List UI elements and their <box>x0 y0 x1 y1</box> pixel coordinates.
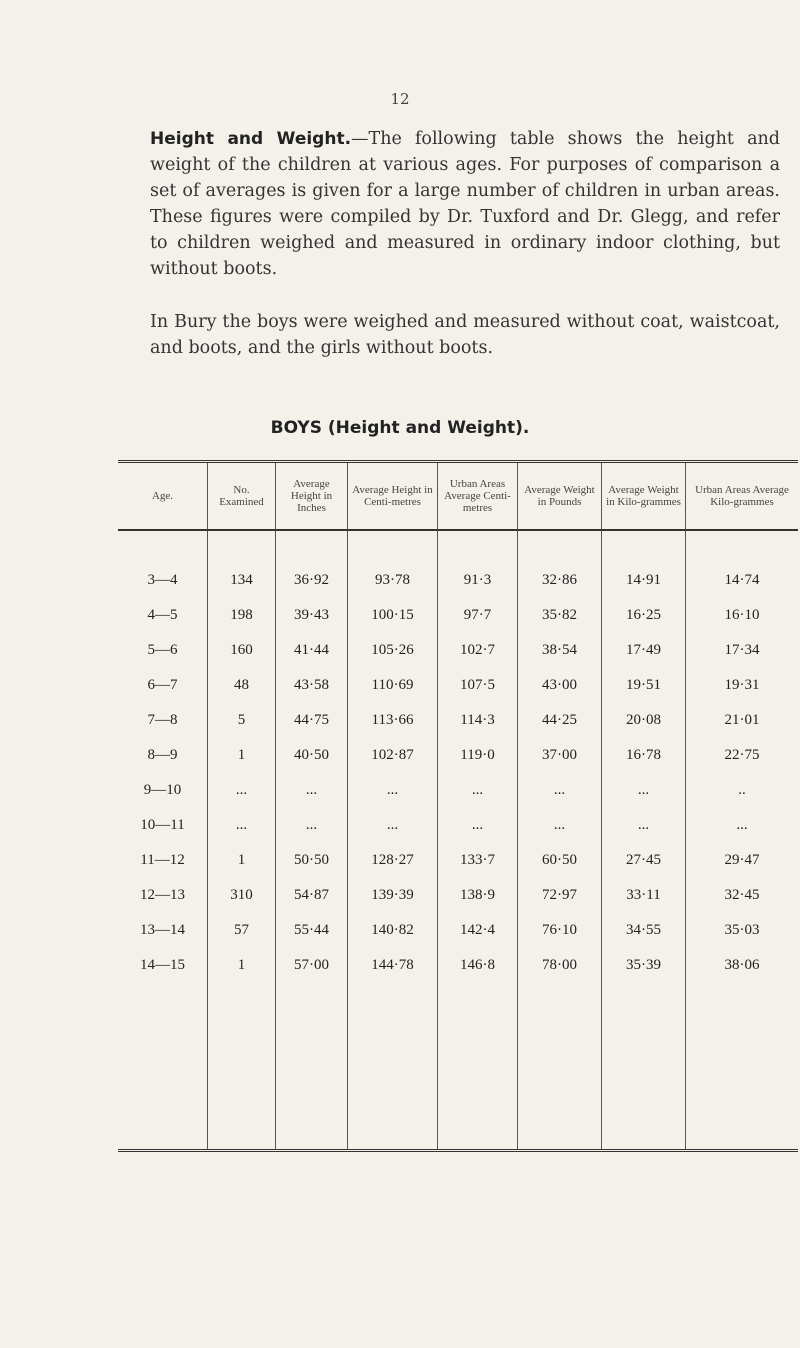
table-cell: 34·55 <box>626 922 661 938</box>
table-cell: 48 <box>234 677 249 693</box>
table-cell: 40·50 <box>294 747 329 763</box>
table-cell: 27·45 <box>626 852 661 868</box>
table-cell: 128·27 <box>371 852 414 868</box>
boys-height-weight-table <box>118 460 798 1152</box>
header-height-cm: Average Height in Centi-metres <box>348 463 438 529</box>
table-cell: 38·06 <box>724 957 760 973</box>
table-cell: 35·39 <box>626 957 661 973</box>
table-cell: ... <box>305 817 318 833</box>
table-cell: 21·01 <box>724 712 760 728</box>
table-cell: 14·74 <box>724 572 760 588</box>
table-cell: 4—5 <box>147 607 178 623</box>
table-cell: 5—6 <box>147 642 178 658</box>
table-title: BOYS (Height and Weight). <box>270 418 530 438</box>
table-cell: 36·92 <box>294 572 329 588</box>
table-cell: 37·00 <box>542 747 577 763</box>
table-cell: .. <box>738 782 746 798</box>
table-cell: 107·5 <box>460 677 495 693</box>
table-cell: 1 <box>237 852 246 868</box>
table-cell: ... <box>736 817 748 833</box>
table-cell: 13—14 <box>140 922 185 938</box>
table-cell: 43·00 <box>542 677 577 693</box>
table-cell: 50·50 <box>294 852 329 868</box>
table-cell: 100·15 <box>371 607 414 623</box>
header-urban-kg: Urban Areas Average Kilo-grammes <box>695 484 789 508</box>
header-weight-kg: Average Weight in Kilo-grammes <box>602 463 686 529</box>
table-cell: 14—15 <box>140 957 185 973</box>
intro-text: —The following table shows the height and weight of the children at various ages. For purposes of comparison a set of averages is given for a large number of children in urban areas. These figures were compiled by Dr. Tuxford and Dr. Glegg, and refer to children weighed and measured in ordinary indoor clothing, but without boots. <box>150 129 780 279</box>
table-cell: 44·25 <box>542 712 577 728</box>
table-cell: 12—13 <box>140 887 185 903</box>
table-cell: 41·44 <box>294 642 329 658</box>
table-cell: 19·31 <box>724 677 760 693</box>
table-cell: 138·9 <box>460 887 495 903</box>
table-cell: ... <box>471 817 484 833</box>
table-cell: 55·44 <box>294 922 329 938</box>
table-cell: 20·08 <box>626 712 661 728</box>
column-age <box>118 531 208 1149</box>
table-cell: 44·75 <box>294 712 329 728</box>
table-cell: 72·97 <box>542 887 577 903</box>
table-cell: 119·0 <box>460 747 495 763</box>
table-cell: 142·4 <box>460 922 495 938</box>
table-cell: 16·25 <box>626 607 661 623</box>
table-cell: 32·45 <box>724 887 760 903</box>
column-urban-cm <box>438 531 518 1149</box>
table-cell: 57 <box>234 922 249 938</box>
header-age: Age. <box>118 463 208 529</box>
table-cell: 16·10 <box>724 607 760 623</box>
column-height-inches <box>276 531 348 1149</box>
column-weight-kg <box>602 531 686 1149</box>
table-cell: 43·58 <box>294 677 329 693</box>
table-cell: 3—4 <box>147 572 178 588</box>
table-cell: 57·00 <box>294 957 329 973</box>
table-cell: ... <box>553 817 566 833</box>
table-cell: 17·34 <box>724 642 760 658</box>
table-cell: 93·78 <box>375 572 410 588</box>
table-cell: 19·51 <box>626 677 661 693</box>
table-cell: 91·3 <box>463 572 492 588</box>
header-height-inches: Average Height in Inches <box>276 463 348 529</box>
table-cell: 102·87 <box>371 747 414 763</box>
table-cell: ... <box>471 782 484 798</box>
column-no-examined <box>208 531 276 1149</box>
table-cell: ... <box>235 817 248 833</box>
page-number: 12 <box>390 90 410 108</box>
table-cell: 139·39 <box>371 887 414 903</box>
table-cell: 114·3 <box>460 712 495 728</box>
header-no-examined: No. Examined <box>208 463 276 529</box>
table-cell: 35·82 <box>542 607 577 623</box>
table-cell: 38·54 <box>542 642 577 658</box>
table-cell: ... <box>305 782 318 798</box>
table-cell: 144·78 <box>371 957 414 973</box>
table-cell: 39·43 <box>294 607 329 623</box>
table-cell: 29·47 <box>724 852 760 868</box>
table-cell: 1 <box>237 957 246 973</box>
table-cell: 22·75 <box>724 747 760 763</box>
table-cell: 32·86 <box>542 572 577 588</box>
table-cell: ... <box>386 817 399 833</box>
header-weight-pounds: Average Weight in Pounds <box>518 463 602 529</box>
table-cell: 16·78 <box>626 747 661 763</box>
table-cell: 76·10 <box>542 922 577 938</box>
table-cell: 10—11 <box>140 817 185 833</box>
table-cell: 33·11 <box>626 887 661 903</box>
table-cell: 11—12 <box>140 852 185 868</box>
column-height-cm <box>348 531 438 1149</box>
table-cell: 133·7 <box>460 852 495 868</box>
table-cell: 105·26 <box>371 642 414 658</box>
column-urban-kg <box>686 531 798 1149</box>
table-cell: 1 <box>237 747 246 763</box>
table-cell: 7—8 <box>147 712 178 728</box>
table-cell: 5 <box>237 712 246 728</box>
table-cell: 140·82 <box>371 922 414 938</box>
table-cell: 14·91 <box>626 572 661 588</box>
table-cell: 8—9 <box>147 747 178 763</box>
table-cell: 35·03 <box>724 922 760 938</box>
table-cell: 6—7 <box>147 677 178 693</box>
table-cell: 134 <box>230 572 253 588</box>
table-cell: ... <box>637 817 650 833</box>
method-paragraph: In Bury the boys were weighed and measured without coat, waistcoat, and boots, and the girls without boots. <box>150 312 780 358</box>
table-cell: 198 <box>230 607 253 623</box>
table-cell: ... <box>386 782 399 798</box>
table-cell: 113·66 <box>371 712 414 728</box>
column-weight-pounds <box>518 531 602 1149</box>
table-cell: 78·00 <box>542 957 577 973</box>
table-cell: 9—10 <box>143 782 182 798</box>
table-cell: 60·50 <box>542 852 577 868</box>
table-cell: 160 <box>230 642 253 658</box>
table-cell: 102·7 <box>460 642 495 658</box>
table-body <box>118 531 798 1149</box>
table-cell: 110·69 <box>371 677 414 693</box>
table-cell: 146·8 <box>460 957 495 973</box>
section-heading: Height and Weight. <box>150 129 352 149</box>
table-cell: 310 <box>230 887 253 903</box>
table-cell: 97·7 <box>463 607 492 623</box>
table-cell: ... <box>235 782 248 798</box>
table-cell: ... <box>637 782 650 798</box>
table-cell: 54·87 <box>294 887 329 903</box>
table-cell: 17·49 <box>626 642 661 658</box>
intro-paragraph <box>150 126 780 282</box>
header-urban-cm: Urban Areas Average Centi-metres <box>438 463 518 529</box>
table-cell: ... <box>553 782 566 798</box>
table-header-row <box>118 463 798 531</box>
